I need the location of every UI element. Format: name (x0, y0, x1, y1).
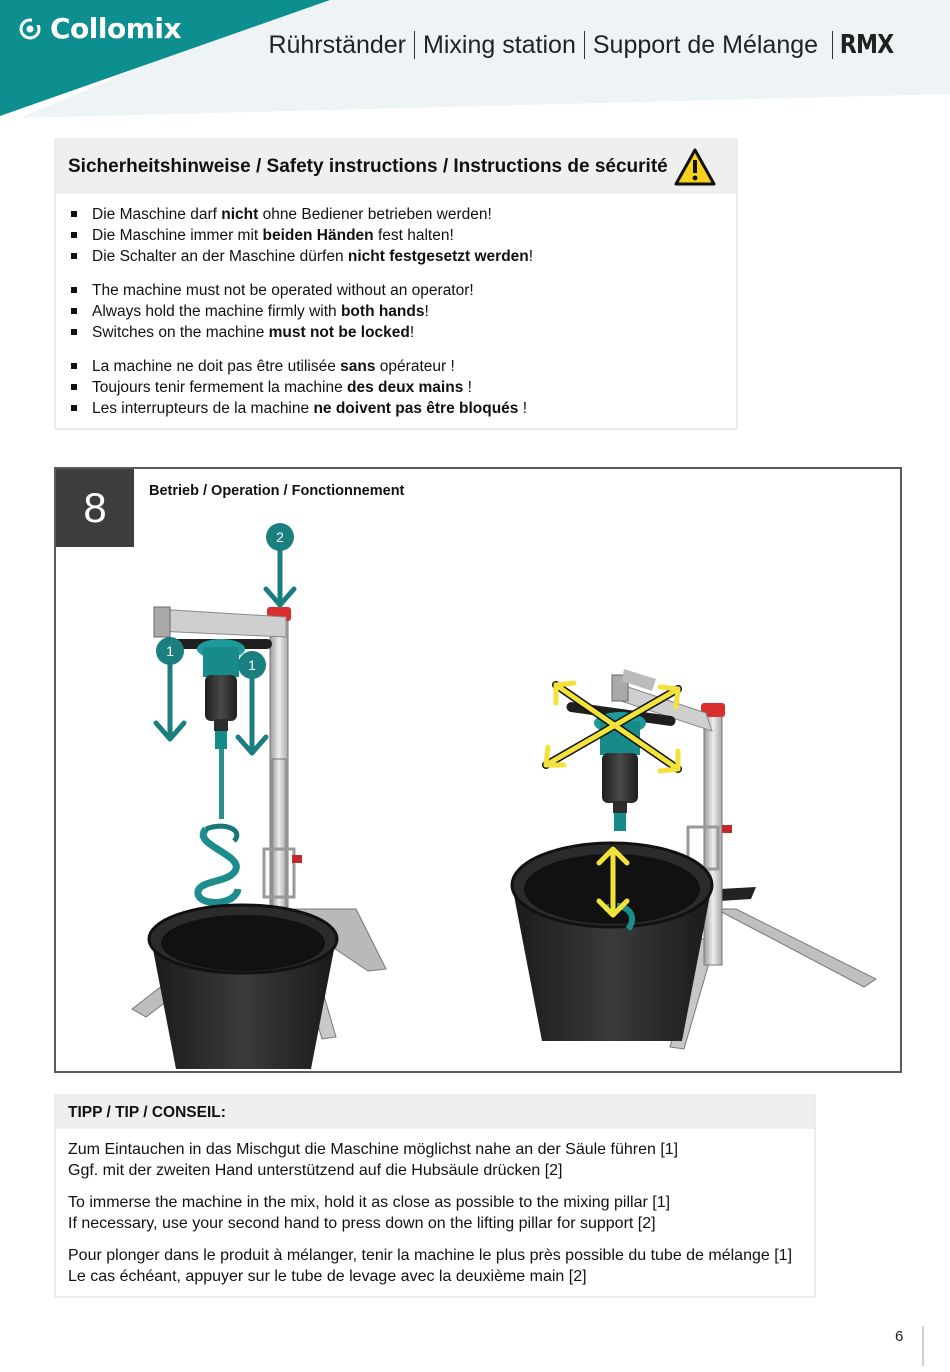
brand-logo (18, 12, 181, 45)
mixing-station-illustration (56, 469, 900, 1071)
safety-list-en (56, 280, 736, 343)
callout-1 (156, 637, 184, 665)
right-scene (512, 669, 876, 1049)
tip-box (54, 1094, 816, 1298)
press-down-arrow-icon (266, 551, 294, 605)
tip-line: Ggf. mit der zweiten Hand unterstützend auf die Hubsäule drücken [2] (68, 1162, 563, 1179)
guide-down-arrow-icon (238, 673, 266, 753)
step-8-panel (54, 467, 902, 1073)
tip-paragraph-de (68, 1139, 802, 1181)
list-item: Les interrupteurs de la machine ne doivent pas être bloqués ! (70, 398, 736, 419)
list-item: Switches on the machine must not be locked! (70, 322, 736, 343)
title-en: Mixing station (423, 31, 576, 59)
safety-instructions-box (54, 138, 738, 430)
list-item: Die Schalter an der Maschine dürfen nicht festgesetzt werden! (70, 246, 736, 267)
step-title: Betrieb / Operation / Fonctionnement (149, 483, 405, 499)
tip-line: Zum Eintauchen in das Mischgut die Maschine möglichst nahe an der Säule führen [1] (68, 1141, 679, 1158)
page-number: 6 (895, 1328, 904, 1345)
safety-list-fr (56, 356, 736, 419)
step-number: 8 (56, 469, 134, 547)
title-de: Rührständer (268, 31, 407, 59)
tip-paragraph-fr (68, 1245, 802, 1287)
document-title (260, 30, 904, 60)
list-item: The machine must not be operated without an operator! (70, 280, 736, 301)
safety-header (56, 140, 736, 194)
tip-title: TIPP / TIP / CONSEIL: (68, 1103, 226, 1121)
svg-text:1: 1 (248, 657, 256, 673)
tip-line: Le cas échéant, appuyer sur le tube de levage avec la deuxième main [2] (68, 1268, 587, 1285)
model-name: RMX (839, 30, 894, 60)
tip-paragraph-en (68, 1192, 802, 1234)
list-item: La machine ne doit pas être utilisée sans opérateur ! (70, 356, 736, 377)
list-item: Die Maschine darf nicht ohne Bediener betrieben werden! (70, 204, 736, 225)
callout-1 (238, 651, 266, 679)
list-item: Die Maschine immer mit beiden Händen fest halten! (70, 225, 736, 246)
warning-triangle-icon (674, 148, 716, 186)
svg-text:1: 1 (166, 643, 174, 659)
tip-line: If necessary, use your second hand to press down on the lifting pillar for support [2] (68, 1215, 656, 1232)
title-fr: Support de Mélange (592, 31, 819, 59)
brand-name: Collomix (50, 12, 182, 45)
svg-text:2: 2 (276, 529, 284, 545)
tip-header (56, 1096, 814, 1129)
tip-body (56, 1129, 814, 1287)
list-item: Always hold the machine firmly with both hands! (70, 301, 736, 322)
collomix-logo-icon (18, 17, 42, 41)
callout-2 (266, 523, 294, 551)
list-item: Toujours tenir fermement la machine des deux mains ! (70, 377, 736, 398)
tip-line: Pour plonger dans le produit à mélanger, tenir la machine le plus près possible du tube de mélange [1] (68, 1247, 793, 1264)
tip-line: To immerse the machine in the mix, hold it as close as possible to the mixing pillar [1] (68, 1194, 671, 1211)
safety-title: Sicherheitshinweise / Safety instructions / Instructions de sécurité (68, 156, 668, 177)
page-divider (922, 1326, 924, 1366)
guide-down-arrow-icon (156, 661, 184, 739)
safety-list-de (56, 204, 736, 267)
